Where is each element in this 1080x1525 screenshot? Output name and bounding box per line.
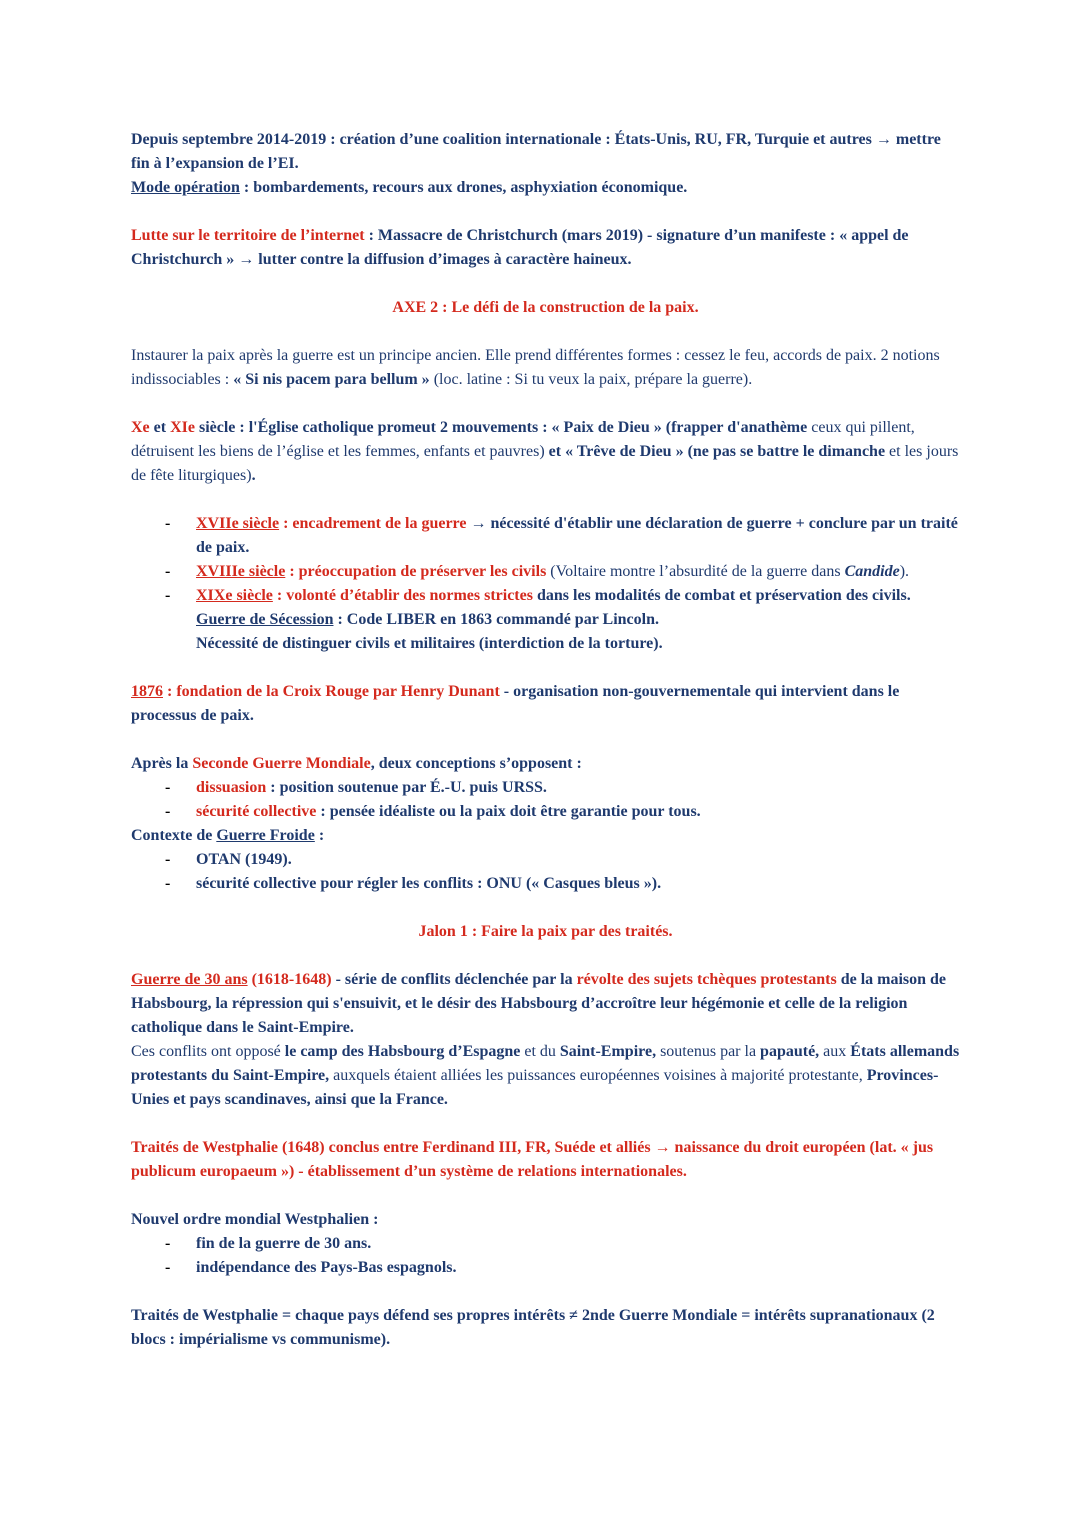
- belligerents-d: Saint-Empire,: [559, 1043, 657, 1060]
- ww2-text-a: Après la: [131, 755, 193, 772]
- collective-security-label: sécurité collective: [196, 803, 317, 820]
- list-item: - sécurité collective pour régler les conflits : ONU (« Casques bleus »).: [196, 872, 960, 896]
- century-text: → nécessité d'établir une déclaration de guerre + conclure par un traité de paix.: [196, 515, 958, 556]
- list-item: - fin de la guerre de 30 ans.: [196, 1232, 960, 1256]
- belligerents-f: papauté,: [760, 1043, 820, 1060]
- belligerents-h: États allemands protestants du Saint-Empire,: [131, 1043, 960, 1084]
- dissuasion-label: dissuasion: [196, 779, 267, 796]
- secession-label: Guerre de Sécession: [196, 611, 334, 628]
- century-label: XVIIIe siècle: [196, 563, 286, 580]
- century-text-2: : Code LIBER en 1863 commandé par Lincoln.: [333, 611, 659, 628]
- jalon1-title: Jalon 1 : Faire la paix par des traités.: [418, 923, 673, 940]
- belligerents-c: et du: [520, 1043, 560, 1060]
- axe2-title: AXE 2 : Le défi de la construction de la paix.: [392, 299, 699, 316]
- red-cross-text: - organisation non-gouvernementale qui intervient dans le processus de paix.: [131, 683, 900, 724]
- list-item: [196, 776, 960, 800]
- list-item: [196, 584, 960, 656]
- collective-security-text: : pensée idéaliste ou la paix doit être garantie pour tous.: [316, 803, 701, 820]
- belligerents-i: auxquels étaient alliées les puissances européennes voisines à majorité protestante,: [329, 1067, 867, 1084]
- century-text: (Voltaire montre l’absurdité de la guerre dans: [546, 563, 845, 580]
- belligerents-e: soutenus par la: [656, 1043, 761, 1060]
- church-text-1: et: [149, 419, 171, 436]
- century-label: XIXe siècle: [196, 587, 273, 604]
- thirty-years-war-paragraph: [131, 968, 960, 1040]
- century-xie: XIe: [170, 419, 195, 436]
- century-text-end: ).: [899, 563, 910, 580]
- century-label: XVIIe siècle: [196, 515, 280, 532]
- century-red-text: : encadrement de la guerre: [279, 515, 467, 532]
- ww2-label: Seconde Guerre Mondiale: [192, 755, 371, 772]
- belligerents-a: Ces conflits ont opposé: [131, 1043, 285, 1060]
- conceptions-list: [131, 776, 960, 824]
- mode-operation-text: : bombardements, recours aux drones, asphyxiation économique.: [239, 179, 688, 196]
- internet-paragraph: [131, 224, 960, 272]
- century-xe: Xe: [131, 419, 150, 436]
- thirty-years-war-label: Guerre de 30 ans: [131, 971, 248, 988]
- belligerents-b: le camp des Habsbourg d’Espagne: [284, 1043, 521, 1060]
- church-paragraph: [131, 416, 960, 488]
- internet-heading: Lutte sur le territoire de l’internet: [131, 227, 365, 244]
- century-red-text: : volonté d’établir des normes strictes: [272, 587, 533, 604]
- cold-war-text-b: :: [314, 827, 325, 844]
- century-text: dans les modalités de combat et préservation des civils.: [532, 587, 911, 604]
- belligerents-paragraph: [131, 1040, 960, 1112]
- peace-principle-text: Instaurer la paix après la guerre est un principe ancien. Elle prend différentes formes : cessez le feu, accords de paix. 2 notions indissociables :: [131, 347, 940, 388]
- year-1876: 1876: [131, 683, 163, 700]
- coalition-text: Depuis septembre 2014-2019 : création d’une coalition internationale : États-Unis, RU, FR, Turquie et autres → mettre fin à l’expansion de l’EI.: [131, 131, 941, 172]
- comparison-paragraph: Traités de Westphalie = chaque pays défend ses propres intérêts ≠ 2nde Guerre Mondiale = intérêts supranationaux (2 blocs : impérialisme vs communisme).: [131, 1307, 935, 1348]
- mode-operation-label: Mode opération: [131, 179, 240, 196]
- cold-war-list: [131, 848, 960, 896]
- coalition-paragraph: [131, 128, 960, 200]
- list-item: [196, 800, 960, 824]
- latin-quote: « Si nis pacem para bellum »: [233, 371, 430, 388]
- century-red-text: : préoccupation de préserver les civils: [285, 563, 547, 580]
- thirty-years-text-a: - série de conflits déclenchée par la: [331, 971, 577, 988]
- peace-principle-paragraph: [131, 344, 960, 392]
- red-cross-heading: : fondation de la Croix Rouge par Henry Dunant: [163, 683, 500, 700]
- list-item: - indépendance des Pays-Bas espagnols.: [196, 1256, 960, 1280]
- cold-war-context: [131, 824, 960, 848]
- internet-text: : Massacre de Christchurch (mars 2019) - signature d’un manifeste : « appel de Christchurch » → lutter contre la diffusion d’images à caractère haineux.: [131, 227, 909, 268]
- church-text-6: .: [251, 467, 256, 484]
- list-item: - OTAN (1949).: [196, 848, 960, 872]
- cold-war-label: Guerre Froide: [216, 827, 315, 844]
- thirty-years-text-b: de la maison de Habsbourg, la répression qui s'ensuivit, et le désir des Habsbourg d’accroître leur hégémonie et celle de la religion catholique dans le Saint-Empire.: [131, 971, 947, 1036]
- new-order-list: [131, 1232, 960, 1280]
- centuries-list: [131, 512, 960, 656]
- list-item: [196, 512, 960, 560]
- red-cross-paragraph: [131, 680, 960, 728]
- cold-war-text-a: Contexte de: [131, 827, 217, 844]
- ww2-text-b: , deux conceptions s’opposent :: [370, 755, 582, 772]
- church-text-5: et les jours de fête liturgiques): [131, 443, 959, 484]
- church-text-4: et « Trêve de Dieu » (ne pas se battre le dimanche: [544, 443, 886, 460]
- candide-title: Candide: [844, 563, 900, 580]
- list-item: [196, 560, 960, 584]
- westphalia-paragraph: [131, 1136, 960, 1184]
- belligerents-j: Provinces-Unies et pays scandinaves, ainsi que la France.: [131, 1067, 939, 1108]
- new-order-title: Nouvel ordre mondial Westphalien :: [131, 1211, 379, 1228]
- latin-translation: (loc. latine : Si tu veux la paix, prépare la guerre).: [429, 371, 753, 388]
- belligerents-g: aux: [819, 1043, 851, 1060]
- dissuasion-text: : position soutenue par É.-U. puis URSS.: [266, 779, 547, 796]
- czech-revolt: révolte des sujets tchèques protestants: [576, 971, 837, 988]
- thirty-years-war-dates: (1618-1648): [247, 971, 332, 988]
- church-text-3: ceux qui pillent, détruisent les biens de l’église et les femmes, enfants et pauvres): [131, 419, 915, 460]
- westphalia-text: → naissance du droit européen (lat. « jus publicum europaeum ») - établissement d’un système de relations internationales.: [131, 1139, 934, 1180]
- ww2-intro: [131, 752, 960, 776]
- church-text-2: siècle : l'Église catholique promeut 2 mouvements : « Paix de Dieu » (frapper d'anathème: [194, 419, 808, 436]
- century-text-3: Nécessité de distinguer civils et militaires (interdiction de la torture).: [196, 635, 663, 652]
- westphalia-heading: Traités de Westphalie (1648) conclus entre Ferdinand III, FR, Suéde et alliés: [131, 1139, 651, 1156]
